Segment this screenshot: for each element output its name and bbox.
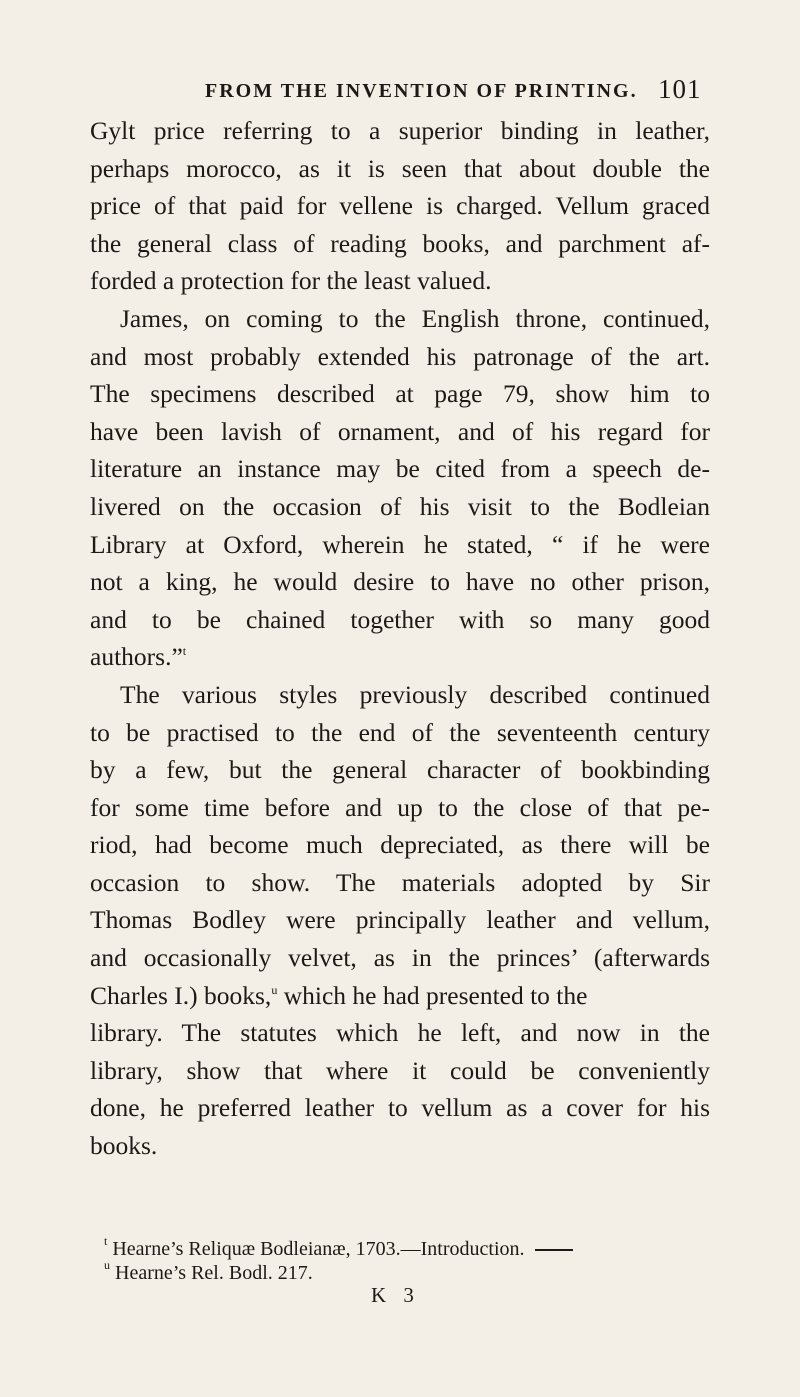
text-line <box>90 300 710 338</box>
line-text: library. The statutes which he left, and now in the <box>90 1018 710 1048</box>
footnote <box>104 1234 714 1261</box>
line-text: livered on the occasion of his visit to the Bodleian <box>90 491 710 521</box>
line-text: literature an instance may be cited from a speech de- <box>90 454 710 484</box>
text-line <box>90 826 710 864</box>
text-line <box>90 1089 710 1127</box>
signature-mark: K 3 <box>371 1283 420 1307</box>
text-line <box>90 977 710 1015</box>
text-line <box>90 676 710 714</box>
line-text: occasion to show. The materials adopted by Sir <box>90 867 710 897</box>
footnote <box>104 1258 714 1285</box>
footnote-text: Hearne’s Reliquæ Bodleianæ, 1703.—Introduction. <box>112 1238 525 1260</box>
line-text: Charles I.) books, <box>90 980 272 1010</box>
text-line <box>90 225 710 263</box>
text-line <box>90 789 710 827</box>
text-line <box>90 638 710 676</box>
line-text: to be practised to the end of the seventeenth century <box>90 717 710 747</box>
text-line <box>90 413 710 451</box>
line-text: have been lavish of ornament, and of his regard for <box>90 416 710 446</box>
text-line <box>90 1052 710 1090</box>
line-text: Gylt price referring to a superior binding in leather, <box>90 116 710 145</box>
line-text: the general class of reading books, and parchment af- <box>90 228 710 258</box>
text-line <box>90 375 710 413</box>
line-text: for some time before and up to the close of that pe- <box>90 792 710 822</box>
line-text: not a king, he would desire to have no other prison, <box>90 567 710 597</box>
footnote-mark: t <box>104 1234 108 1248</box>
line-text: riod, had become much depreciated, as there will be <box>90 830 710 860</box>
footnote-ref: t <box>182 644 187 659</box>
text-line <box>90 338 710 376</box>
running-head: FROM THE INVENTION OF PRINTING. <box>205 80 638 102</box>
line-text: and occasionally velvet, as in the princes’ (afterwards <box>90 943 710 973</box>
line-text: Thomas Bodley were principally leather and vellum, <box>90 905 710 935</box>
text-line <box>90 864 710 902</box>
text-line <box>90 262 710 300</box>
line-text: Library at Oxford, wherein he stated, “ if he were <box>90 529 710 559</box>
line-text: books. <box>90 1131 158 1161</box>
text-line <box>90 601 710 639</box>
line-text: perhaps morocco, as it is seen that about double the <box>90 153 710 183</box>
text-line <box>90 150 710 188</box>
text-line <box>90 714 710 752</box>
line-text: library, show that where it could be conveniently <box>90 1055 710 1085</box>
line-text: and most probably extended his patronage of the art. <box>90 341 710 371</box>
body-text <box>90 112 710 1165</box>
line-text: price of that paid for vellene is charged. Vellum graced <box>90 191 710 221</box>
line-text: and to be chained together with so many good <box>90 604 710 634</box>
footnote-rule <box>535 1249 573 1251</box>
text-line <box>90 1127 710 1165</box>
line-text: The various styles previously described continued <box>120 679 710 709</box>
text-line <box>90 526 710 564</box>
line-text: authors.” <box>90 642 183 672</box>
line-text: done, he preferred leather to vellum as a cover for his <box>90 1093 710 1123</box>
footnote-text: Hearne’s Rel. Bodl. 217. <box>115 1262 313 1284</box>
text-line <box>90 187 710 225</box>
text-line <box>90 450 710 488</box>
line-text-continued: which he had presented to the <box>277 980 588 1010</box>
text-line <box>90 563 710 601</box>
footnotes <box>104 1234 714 1285</box>
line-text: forded a protection for the least valued. <box>90 266 492 296</box>
line-text: The specimens described at page 79, show him to <box>90 379 710 409</box>
line-text: James, on coming to the English throne, continued, <box>120 303 710 333</box>
page-number: 101 <box>658 74 702 104</box>
text-line <box>90 751 710 789</box>
text-line <box>90 1014 710 1052</box>
footnote-ref: u <box>271 982 278 997</box>
text-line <box>90 901 710 939</box>
text-line <box>90 488 710 526</box>
footnote-mark: u <box>104 1258 110 1272</box>
text-line <box>90 939 710 977</box>
text-line <box>90 112 710 150</box>
line-text: by a few, but the general character of bookbinding <box>90 755 710 785</box>
